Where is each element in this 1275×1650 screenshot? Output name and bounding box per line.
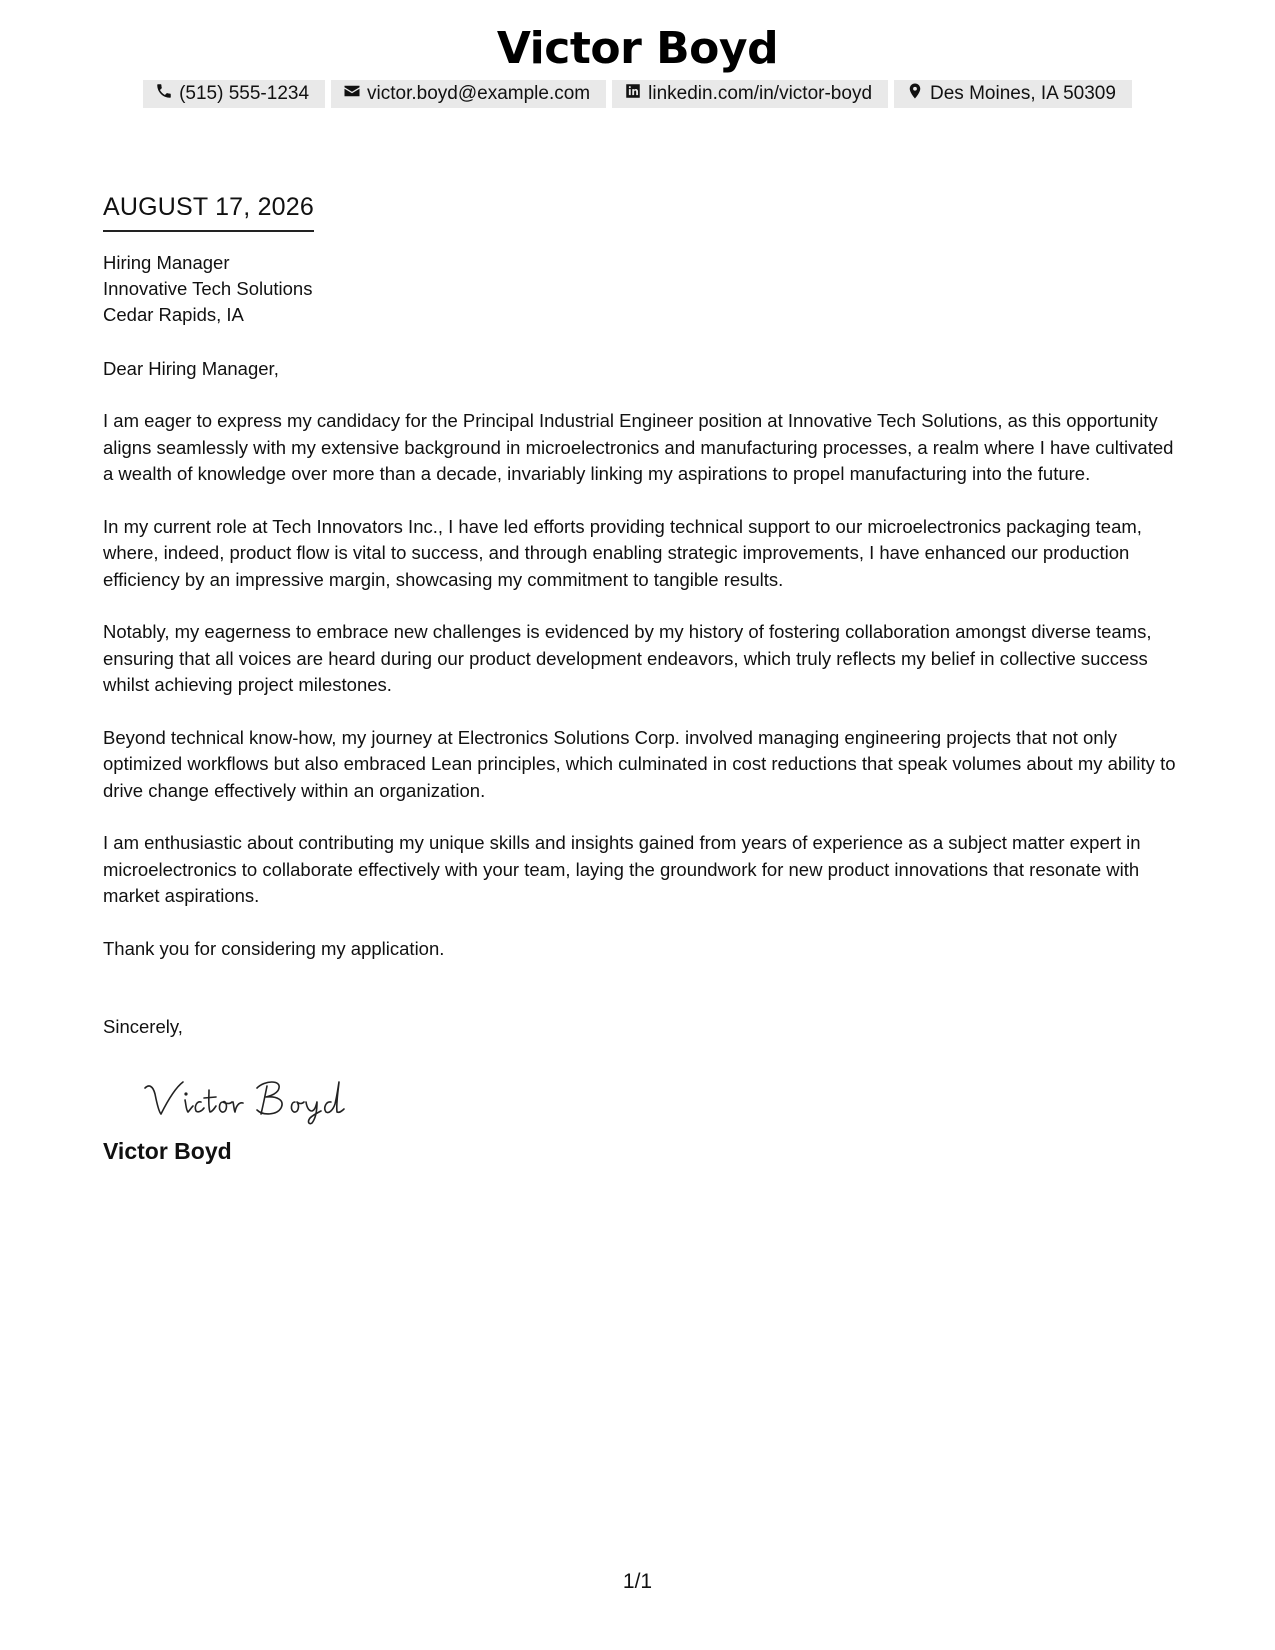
phone-icon	[155, 82, 173, 106]
contact-phone-text: (515) 555-1234	[179, 83, 310, 104]
recipient-location: Cedar Rapids, IA	[103, 304, 244, 325]
salutation: Dear Hiring Manager,	[103, 358, 279, 379]
letter-body	[103, 190, 1183, 1166]
body-paragraph: Beyond technical know-how, my journey at Electronics Solutions Corp. involved managing engineering projects that not only optimized workflows but also embraced Lean principles, which culminated in cost reductions that speak volumes about my ability to drive change effectively within an organization.	[103, 726, 1176, 801]
contact-email[interactable]	[331, 80, 606, 108]
body-paragraph: I am eager to express my candidacy for the Principal Industrial Engineer position at Innovative Tech Solutions, as this opportunity aligns seamlessly with my extensive background in microelectronics and manufacturing processes, a realm where I have cultivated a wealth of knowledge over more than a decade, invariably linking my aspirations to propel manufacturing into the future.	[103, 410, 1174, 484]
contact-phone	[143, 80, 325, 108]
recipient-title: Hiring Manager	[103, 252, 230, 273]
body-paragraph: In my current role at Tech Innovators Inc., I have led efforts providing technical support to our microelectronics packaging team, where, indeed, product flow is vital to success, and through enabling strategic improvements, I have enhanced our production efficiency by an impressive margin, showcasing my commitment to tangible results.	[103, 515, 1142, 590]
map-marker-icon	[906, 82, 924, 106]
body-paragraph: Notably, my eagerness to embrace new challenges is evidenced by my history of fostering collaboration amongst diverse teams, ensuring that all voices are heard during our product development endeavors, which truly reflects my belief in collective success whilst achieving project milestones.	[103, 621, 1152, 695]
thank-you-paragraph: Thank you for considering my application.	[103, 937, 445, 959]
signer-name: Victor Boyd	[103, 1138, 232, 1164]
contact-email-text: victor.boyd@example.com	[367, 83, 591, 104]
contact-bar	[0, 80, 1275, 108]
applicant-name-heading: Victor Boyd	[496, 23, 779, 74]
signature-image	[139, 1066, 399, 1126]
contact-location	[894, 80, 1132, 108]
contact-linkedin[interactable]	[612, 80, 888, 108]
page-number: 1/1	[622, 1570, 653, 1593]
recipient-block	[103, 250, 1183, 328]
recipient-company: Innovative Tech Solutions	[103, 278, 313, 299]
body-paragraph: I am enthusiastic about contributing my unique skills and insights gained from years of experience as a subject matter expert in microelectronics to collaborate effectively with your team, laying the groundwork for new product innovations that resonate with market aspirations.	[103, 832, 1141, 906]
closing: Sincerely,	[103, 1016, 183, 1037]
handwritten-signature	[139, 1066, 399, 1126]
contact-linkedin-text: linkedin.com/in/victor-boyd	[648, 83, 873, 104]
linkedin-icon	[624, 82, 642, 106]
letter-date: AUGUST 17, 2026	[103, 190, 314, 232]
contact-location-text: Des Moines, IA 50309	[930, 83, 1116, 104]
envelope-icon	[343, 82, 361, 106]
